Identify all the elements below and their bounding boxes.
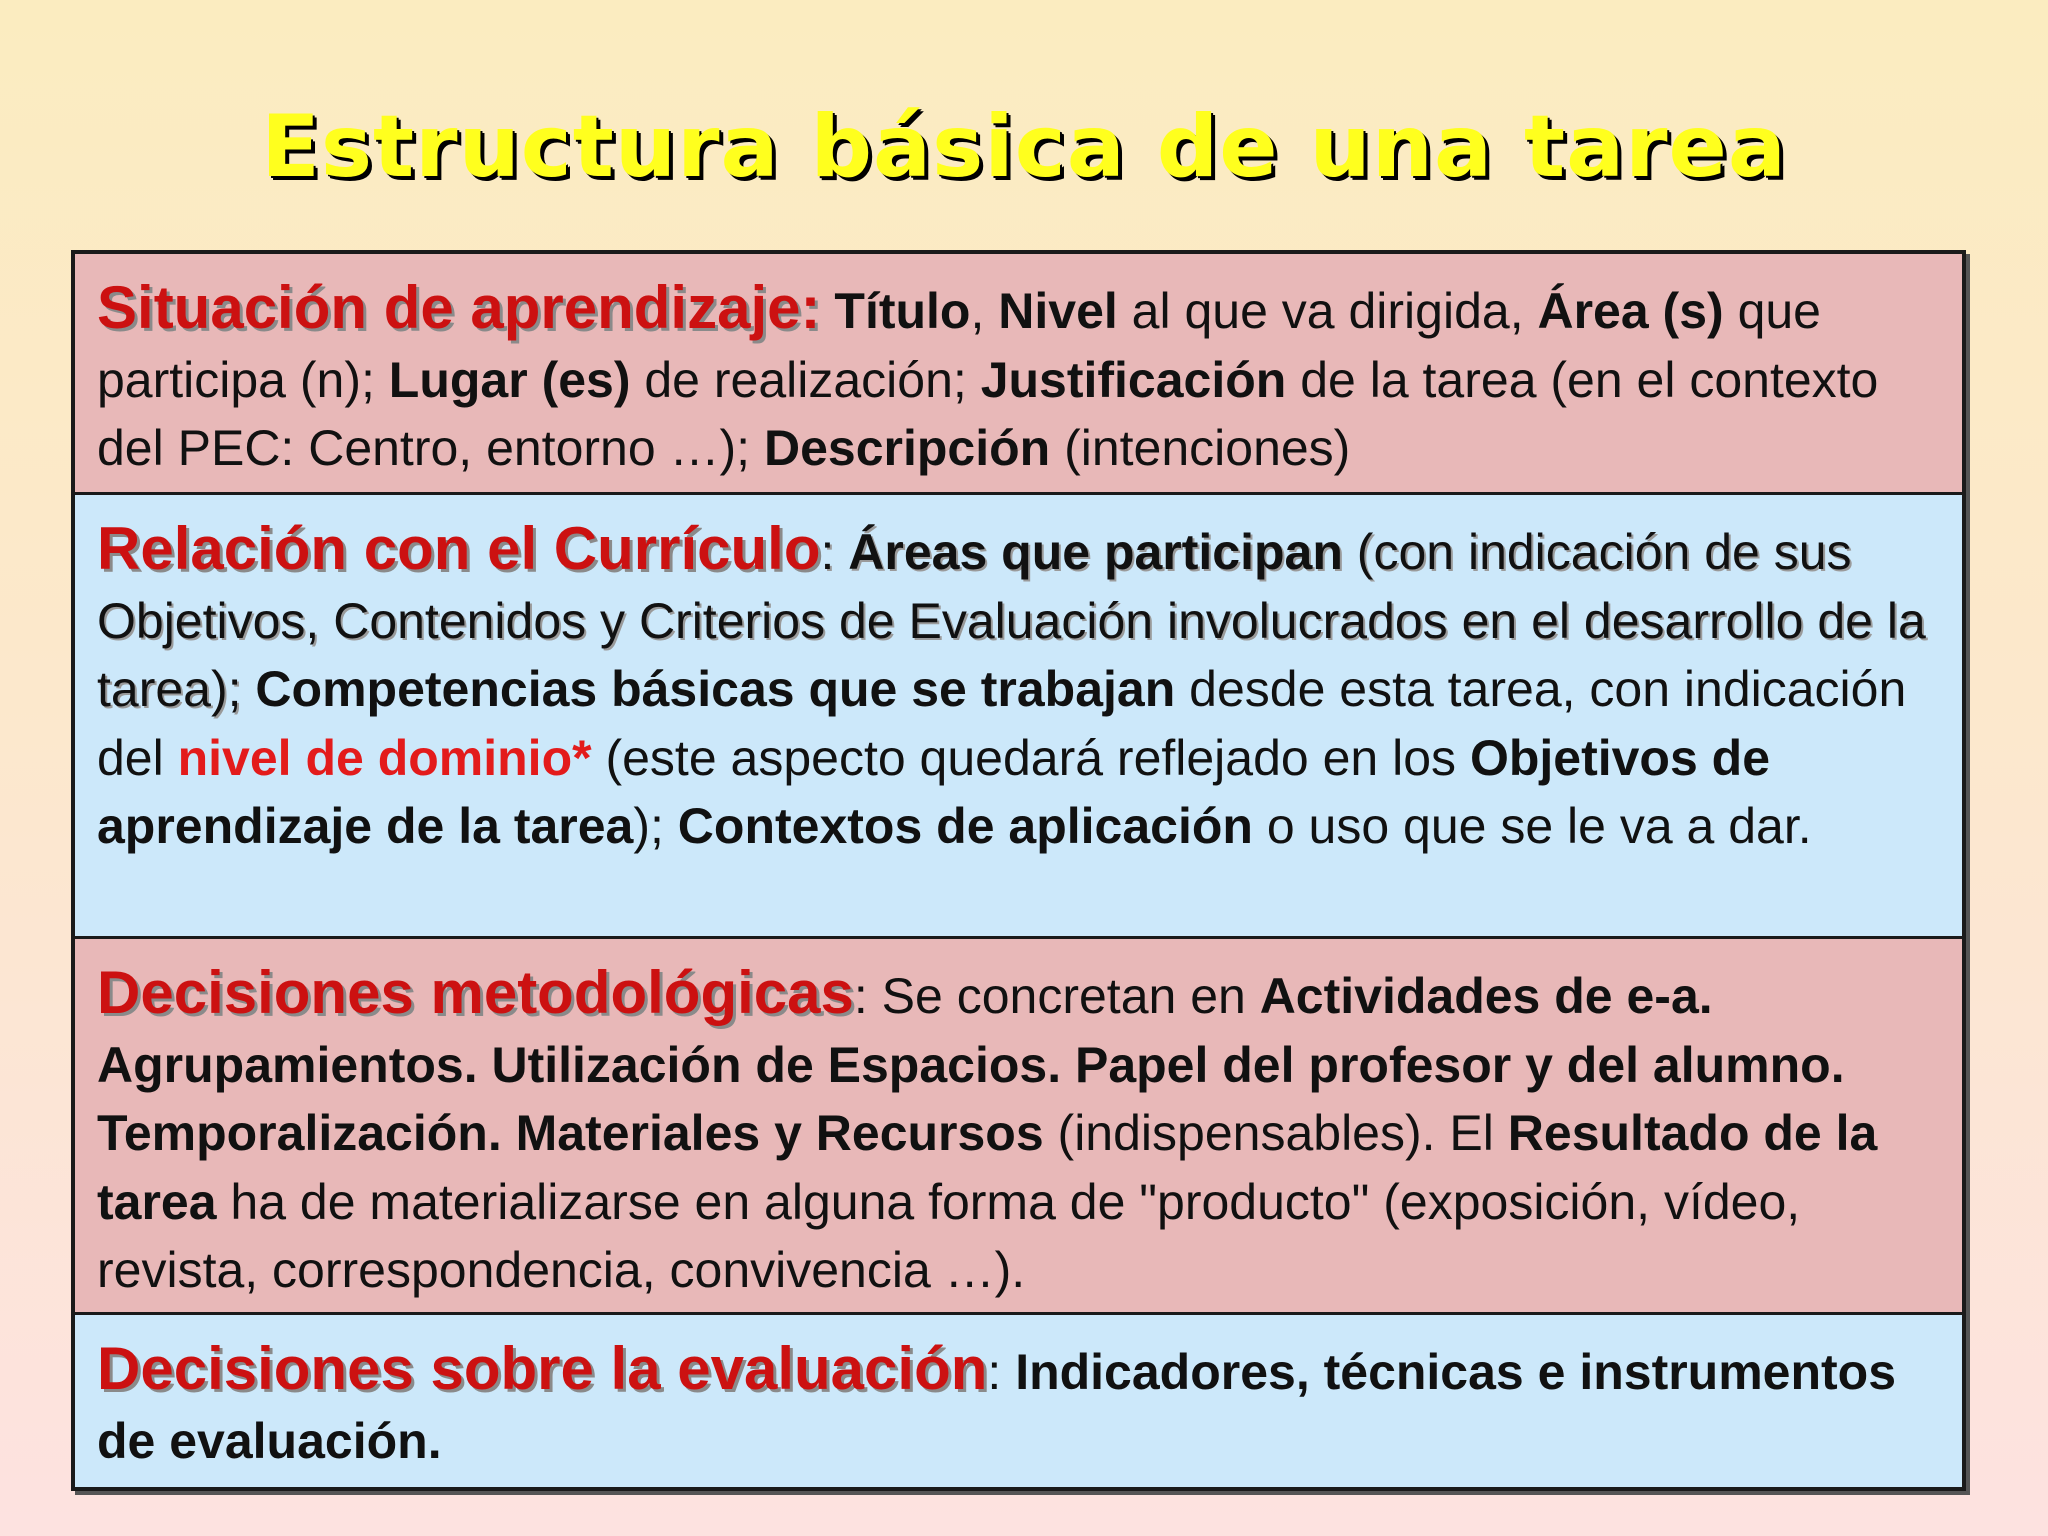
text: , — [970, 283, 999, 339]
text: de la tarea (en el contexto del PEC: Centro, entorno …); — [97, 351, 1879, 476]
bold-text: Área (s) — [1537, 283, 1724, 339]
text: al que va dirigida, — [1117, 283, 1538, 339]
text: de realización; — [630, 351, 981, 408]
bold-text: Justificación — [980, 351, 1287, 408]
bold-text: Resultado de la tarea — [97, 1105, 1878, 1230]
bold-text: Contextos de aplicación — [677, 798, 1253, 854]
text: (este aspecto quedará reflejado en los — [591, 729, 1470, 786]
text: ha de materializarse en alguna forma de "producto" (exposición, vídeo, revista, correspondencia, convivencia …). — [97, 1173, 1801, 1298]
structure-table — [71, 250, 1966, 1491]
bold-text: Descripción — [763, 420, 1051, 476]
bold-text: Indicadores, técnicas e instrumentos de evaluación. — [97, 1344, 1897, 1469]
text: o uso que se le va a dar. — [1252, 798, 1812, 854]
text: desde esta tarea, con indicación del — [97, 661, 1907, 786]
row-heading: Situación de aprendizaje: — [97, 274, 821, 341]
row-heading: Decisiones metodológicas — [97, 959, 854, 1026]
row-heading: Relación con el Currículo — [97, 515, 821, 582]
slide-title: Estructura básica de una tarea — [261, 97, 1787, 197]
bold-text: Actividades de e-a. Agrupamientos. Utilización de Espacios. Papel del profesor y del alumno. Temporalización. Materiales y Recursos — [97, 968, 1845, 1161]
row-situacion-aprendizaje — [75, 254, 1962, 495]
text — [821, 283, 835, 339]
text: (con indicación de sus Objetivos, Contenidos y Criterios de Evaluación involucrados en el desarrollo de la tarea); — [97, 524, 1926, 717]
bold-text: Lugar (es) — [388, 351, 631, 408]
bold-text: Objetivos de aprendizaje de la tarea — [97, 729, 1771, 854]
text: : — [820, 524, 849, 580]
text: que participa (n); — [97, 283, 1821, 408]
row-decisiones-metodologicas — [75, 939, 1962, 1315]
text — [242, 661, 256, 717]
bold-text: Nivel — [998, 283, 1118, 339]
row-relacion-curriculo — [75, 495, 1962, 939]
bold-text: Competencias básicas que se trabajan — [255, 661, 1176, 717]
row-heading: Decisiones sobre la evaluación — [97, 1335, 988, 1402]
text: (intenciones) — [1050, 420, 1351, 476]
text: (indispensables). El — [1043, 1105, 1508, 1161]
text: : — [987, 1344, 1016, 1400]
bold-text: Título — [834, 283, 971, 339]
bold-text: Áreas que participan — [848, 524, 1343, 580]
text: : Se concretan en — [853, 968, 1260, 1024]
highlight-text: nivel de dominio* — [177, 729, 592, 786]
row-decisiones-evaluacion — [75, 1315, 1962, 1487]
text: ); — [633, 798, 678, 854]
